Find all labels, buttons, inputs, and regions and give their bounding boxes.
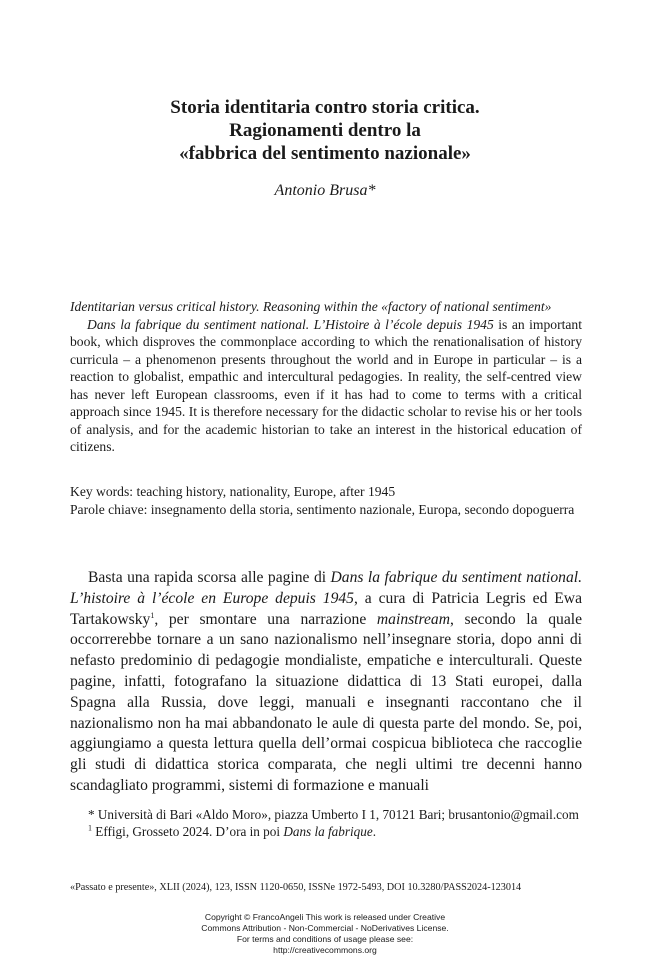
footnotes [70,806,582,840]
abstract-paragraph [70,316,582,456]
title-line-3: «fabbrica del sentimento nazionale» [179,143,471,164]
body-text-4: , secondo la quale occorrerebbe tornare a un sano nazionalismo nell’insegnare storia, dopo anni di nefasto predominio di pedagogie mondialiste, empatiche e interculturali. Queste pagine, infatti, fotografano la situazione didattica di 13 Stati europei, dalla Spagna alla Russia, dove leggi, manuali e insegnanti raccontano che il nazionalismo non ha mai abbandonato le aule di questa parte del mondo. Se, poi, aggiungiamo a questa lettura quella dell’ormai cospicua biblioteca che raccoglie gli studi di didattica storica comparata, che negli ultimi tre decenni hanno scandagliato programmi, sistemi di formazione e manuali [70,610,582,794]
footnote-author-marker: * [88,807,95,822]
footnote-ref-1: 1 [150,610,155,620]
body-text-3: , per smontare una narrazione [154,610,377,628]
copyright-notice [0,912,650,956]
abstract-text: is an important book, which disproves the commonplace according to which the renationalisation of history curricula – a phenomenon presents throughout the world and in Europe in particular – is a reaction to globalist, empathic and intercultural pedagogies. In reality, the self-centred view has never left European classrooms, even if it has had to come to terms with a critical approach since 1945. It is therefore necessary for the didactic scholar to revise his or her tools of analysis, and for the academic historian to take an interest in the historical education of citizens. [70,316,582,454]
body-paragraph [70,568,582,797]
copyright-line-3: For terms and conditions of usage please see: [236,934,414,944]
footnote-1-marker: 1 [88,823,92,833]
abstract [70,298,582,456]
copyright-line-1: Copyright © FrancoAngeli This work is released under Creative [204,912,446,922]
footnote-1-italic: Dans la fabrique [283,824,373,839]
journal-citation: «Passato e presente», XLII (2024), 123, ISSN 1120-0650, ISSNe 1972-5493, DOI 10.3280/PASS2024-123014 [70,882,522,893]
title-line-1: Storia identitaria contro storia critica. [170,97,480,118]
footnote-1-text: Effigi, Grosseto 2024. D’ora in poi [92,824,284,839]
title-line-2: Ragionamenti dentro la [229,120,421,141]
article-title [0,96,650,165]
body-italic-book-title: Dans la fabrique du sentiment national. L’histoire à l’école en Europe depuis 1945 [70,569,582,607]
body-text [70,568,582,797]
footnote-author [70,806,582,823]
body-text-2: , a cura di Patricia Legris ed Ewa Tartakowsky [70,589,582,628]
abstract-title: Identitarian versus critical history. Reasoning within the «factory of national sentiment» [70,299,552,314]
copyright-line-2: Commons Attribution - Non-Commercial - NoDerivatives License. [201,923,449,933]
author-name: Antonio Brusa [274,182,368,199]
abstract-book-title: Dans la fabrique du sentiment national. L’Histoire à l’école depuis 1945 [87,316,494,332]
author-line [0,182,650,200]
author-footnote-marker: * [367,182,376,199]
body-italic-mainstream: mainstream [376,610,450,628]
footnote-author-text: Università di Bari «Aldo Moro», piazza Umberto I 1, 70121 Bari; brusantonio@gmail.com [94,807,579,822]
copyright-link[interactable]: http://creativecommons.org [273,945,377,955]
keywords-english: Key words: teaching history, nationality, Europe, after 1945 [70,484,396,499]
keywords [70,483,582,518]
footnote-1-end: . [372,824,377,839]
body-text-1: Basta una rapida scorsa alle pagine di [88,569,331,586]
keywords-italian: Parole chiave: insegnamento della storia, sentimento nazionale, Europa, secondo dopoguerra [70,501,575,517]
footnote-1 [70,823,582,840]
